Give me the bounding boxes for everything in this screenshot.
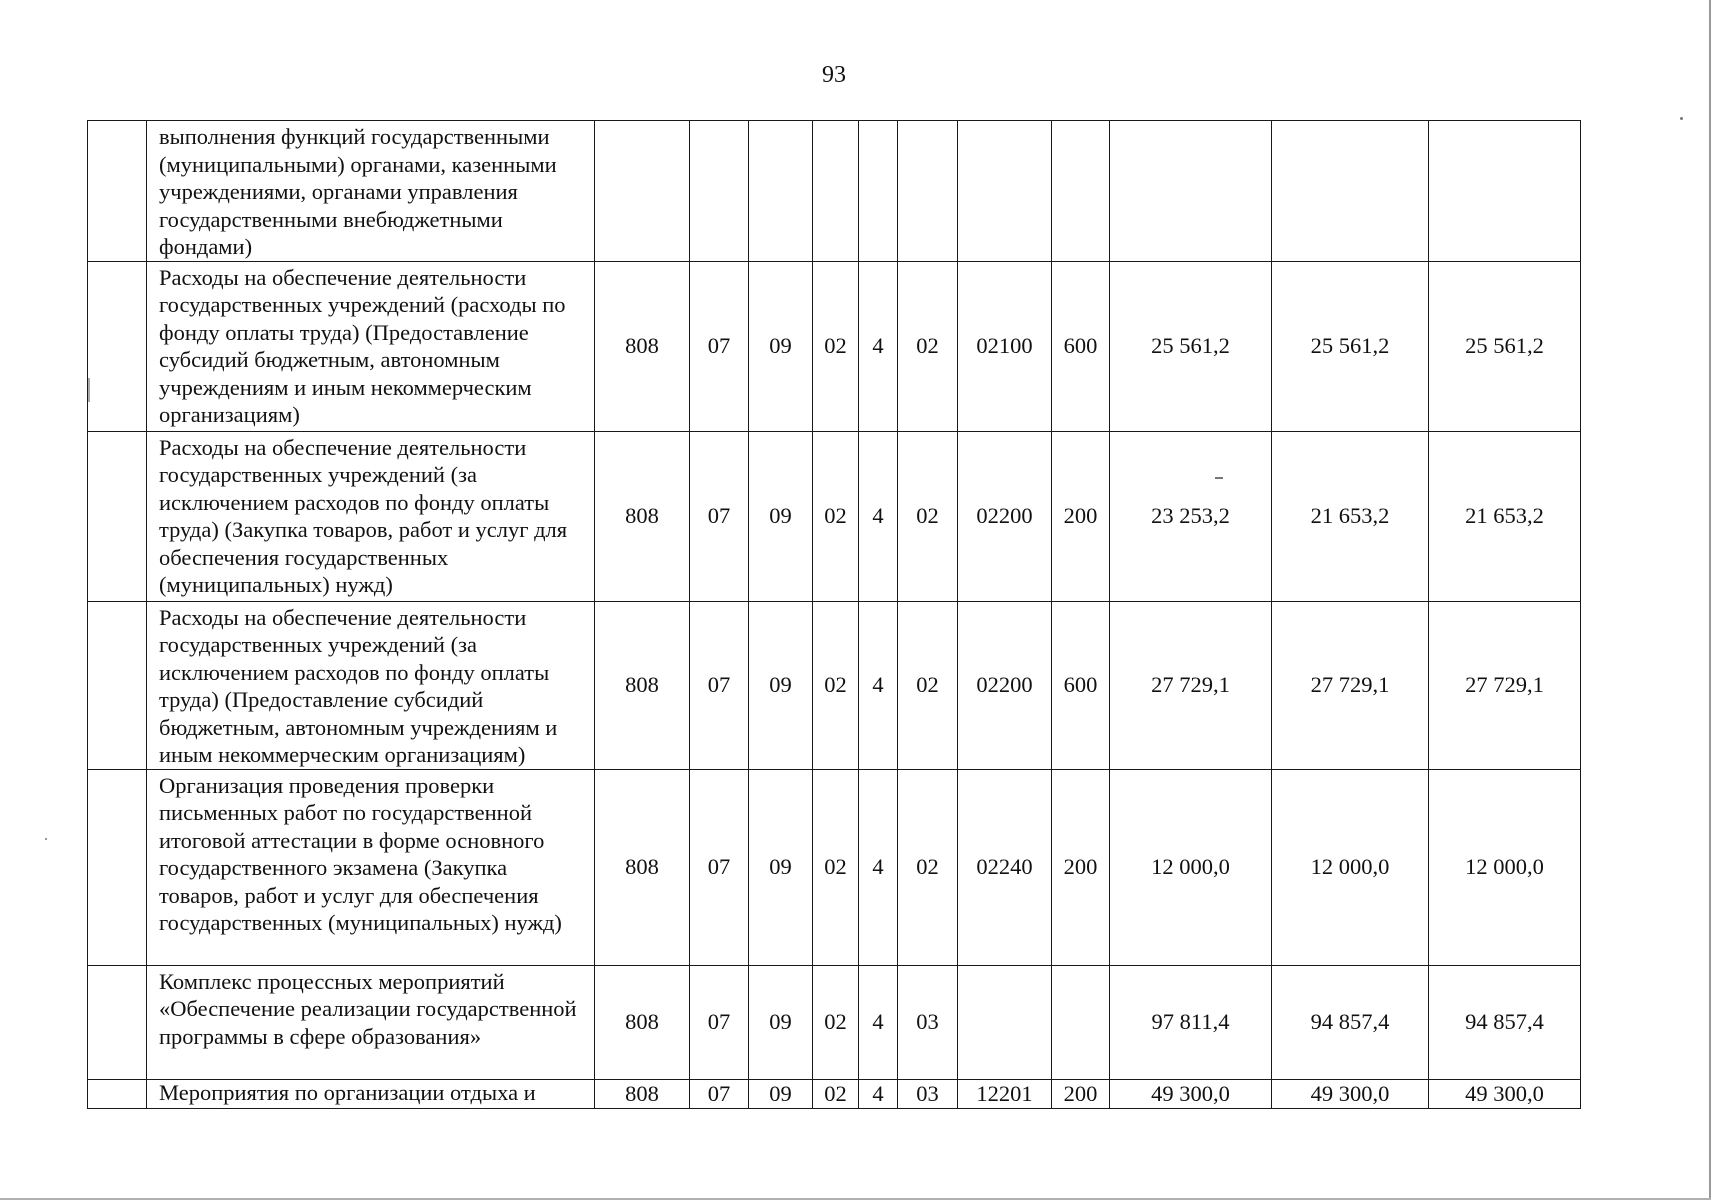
code-cell: 4 <box>859 965 898 1079</box>
description-cell: Мероприятия по организации отдыха и <box>147 1079 595 1108</box>
amount-cell: 23 253,2 <box>1110 431 1272 601</box>
row-index-cell <box>88 965 147 1079</box>
code-cell: 4 <box>859 601 898 769</box>
table-row <box>88 261 1581 431</box>
code-cell <box>898 121 958 262</box>
row-index-cell <box>88 1079 147 1108</box>
code-cell: 4 <box>859 769 898 965</box>
description-cell: Расходы на обеспечение деятельности государственных учреждений (расходы по фонду оплаты труда) (Предоставление субсидий бюджетным, автономным учреждениям и иным некоммерческим организациям) <box>147 261 595 431</box>
code-cell <box>1052 121 1110 262</box>
code-cell: 02 <box>813 261 859 431</box>
code-cell: 200 <box>1052 769 1110 965</box>
description-cell: Расходы на обеспечение деятельности государственных учреждений (за исключением расходов по фонду оплаты труда) (Закупка товаров, работ и услуг для обеспечения государственных (муниципальных) нужд) <box>147 431 595 601</box>
description-cell: выполнения функций государственными (муниципальными) органами, казенными учреждениями, органами управления государственными внебюджетными фондами) <box>147 121 595 262</box>
code-cell: 02 <box>898 769 958 965</box>
table-row <box>88 431 1581 601</box>
code-cell <box>1052 965 1110 1079</box>
amount-cell: 27 729,1 <box>1429 601 1581 769</box>
code-cell: 02240 <box>958 769 1052 965</box>
code-cell: 808 <box>595 965 690 1079</box>
code-cell: 02 <box>813 1079 859 1108</box>
code-cell: 200 <box>1052 1079 1110 1108</box>
code-cell: 09 <box>749 261 813 431</box>
code-cell: 09 <box>749 965 813 1079</box>
description-cell: Организация проведения проверки письменных работ по государственной итоговой аттестации в форме основного государственного экзамена (Закупка товаров, работ и услуг для обеспечения государственных (муниципальных) нужд) <box>147 769 595 965</box>
amount-cell: 25 561,2 <box>1429 261 1581 431</box>
table-row <box>88 769 1581 965</box>
code-cell: 600 <box>1052 601 1110 769</box>
code-cell: 03 <box>898 965 958 1079</box>
code-cell: 02 <box>813 769 859 965</box>
code-cell: 07 <box>690 1079 749 1108</box>
code-cell: 808 <box>595 261 690 431</box>
code-cell: 09 <box>749 431 813 601</box>
amount-cell: 97 811,4 <box>1110 965 1272 1079</box>
description-cell: Расходы на обеспечение деятельности государственных учреждений (за исключением расходов по фонду оплаты труда) (Предоставление субсидий бюджетным, автономным учреждениям и иным некоммерческим организациям) <box>147 601 595 769</box>
code-cell: 02 <box>898 431 958 601</box>
code-cell: 07 <box>690 431 749 601</box>
table-row <box>88 1079 1581 1108</box>
code-cell: 4 <box>859 261 898 431</box>
amount-cell: 12 000,0 <box>1272 769 1429 965</box>
code-cell: 09 <box>749 769 813 965</box>
code-cell <box>595 121 690 262</box>
scan-speck <box>1680 117 1683 120</box>
amount-cell <box>1110 121 1272 262</box>
page-number: 93 <box>822 62 846 88</box>
code-cell: 4 <box>859 1079 898 1108</box>
table-row <box>88 965 1581 1079</box>
code-cell <box>749 121 813 262</box>
scan-speck <box>45 838 47 840</box>
scan-speck <box>88 378 90 402</box>
code-cell: 03 <box>898 1079 958 1108</box>
code-cell: 09 <box>749 1079 813 1108</box>
table-row <box>88 601 1581 769</box>
amount-cell: 12 000,0 <box>1110 769 1272 965</box>
code-cell: 02200 <box>958 431 1052 601</box>
code-cell <box>690 121 749 262</box>
amount-cell: 25 561,2 <box>1110 261 1272 431</box>
code-cell: 02 <box>813 431 859 601</box>
code-cell: 600 <box>1052 261 1110 431</box>
code-cell <box>859 121 898 262</box>
amount-cell: 27 729,1 <box>1272 601 1429 769</box>
code-cell <box>958 965 1052 1079</box>
code-cell: 808 <box>595 1079 690 1108</box>
row-index-cell <box>88 121 147 262</box>
scan-speck <box>1215 477 1223 479</box>
code-cell: 07 <box>690 601 749 769</box>
amount-cell: 94 857,4 <box>1429 965 1581 1079</box>
row-index-cell <box>88 601 147 769</box>
code-cell: 200 <box>1052 431 1110 601</box>
code-cell: 808 <box>595 601 690 769</box>
code-cell: 02 <box>813 601 859 769</box>
code-cell: 09 <box>749 601 813 769</box>
code-cell: 02 <box>813 965 859 1079</box>
amount-cell: 27 729,1 <box>1110 601 1272 769</box>
code-cell: 02200 <box>958 601 1052 769</box>
code-cell: 07 <box>690 261 749 431</box>
code-cell: 808 <box>595 431 690 601</box>
amount-cell: 21 653,2 <box>1429 431 1581 601</box>
code-cell: 808 <box>595 769 690 965</box>
code-cell <box>958 121 1052 262</box>
code-cell: 02 <box>898 261 958 431</box>
row-index-cell <box>88 769 147 965</box>
amount-cell: 94 857,4 <box>1272 965 1429 1079</box>
amount-cell: 49 300,0 <box>1110 1079 1272 1108</box>
row-index-cell <box>88 261 147 431</box>
row-index-cell <box>88 431 147 601</box>
code-cell: 07 <box>690 769 749 965</box>
amount-cell: 49 300,0 <box>1429 1079 1581 1108</box>
code-cell: 4 <box>859 431 898 601</box>
amount-cell: 25 561,2 <box>1272 261 1429 431</box>
amount-cell <box>1429 121 1581 262</box>
code-cell: 02100 <box>958 261 1052 431</box>
amount-cell: 21 653,2 <box>1272 431 1429 601</box>
budget-table <box>87 120 1581 1109</box>
code-cell <box>813 121 859 262</box>
code-cell: 12201 <box>958 1079 1052 1108</box>
description-cell: Комплекс процессных мероприятий «Обеспечение реализации государственной программы в сфере образования» <box>147 965 595 1079</box>
code-cell: 02 <box>898 601 958 769</box>
table-row <box>88 121 1581 262</box>
amount-cell: 12 000,0 <box>1429 769 1581 965</box>
amount-cell: 49 300,0 <box>1272 1079 1429 1108</box>
code-cell: 07 <box>690 965 749 1079</box>
amount-cell <box>1272 121 1429 262</box>
